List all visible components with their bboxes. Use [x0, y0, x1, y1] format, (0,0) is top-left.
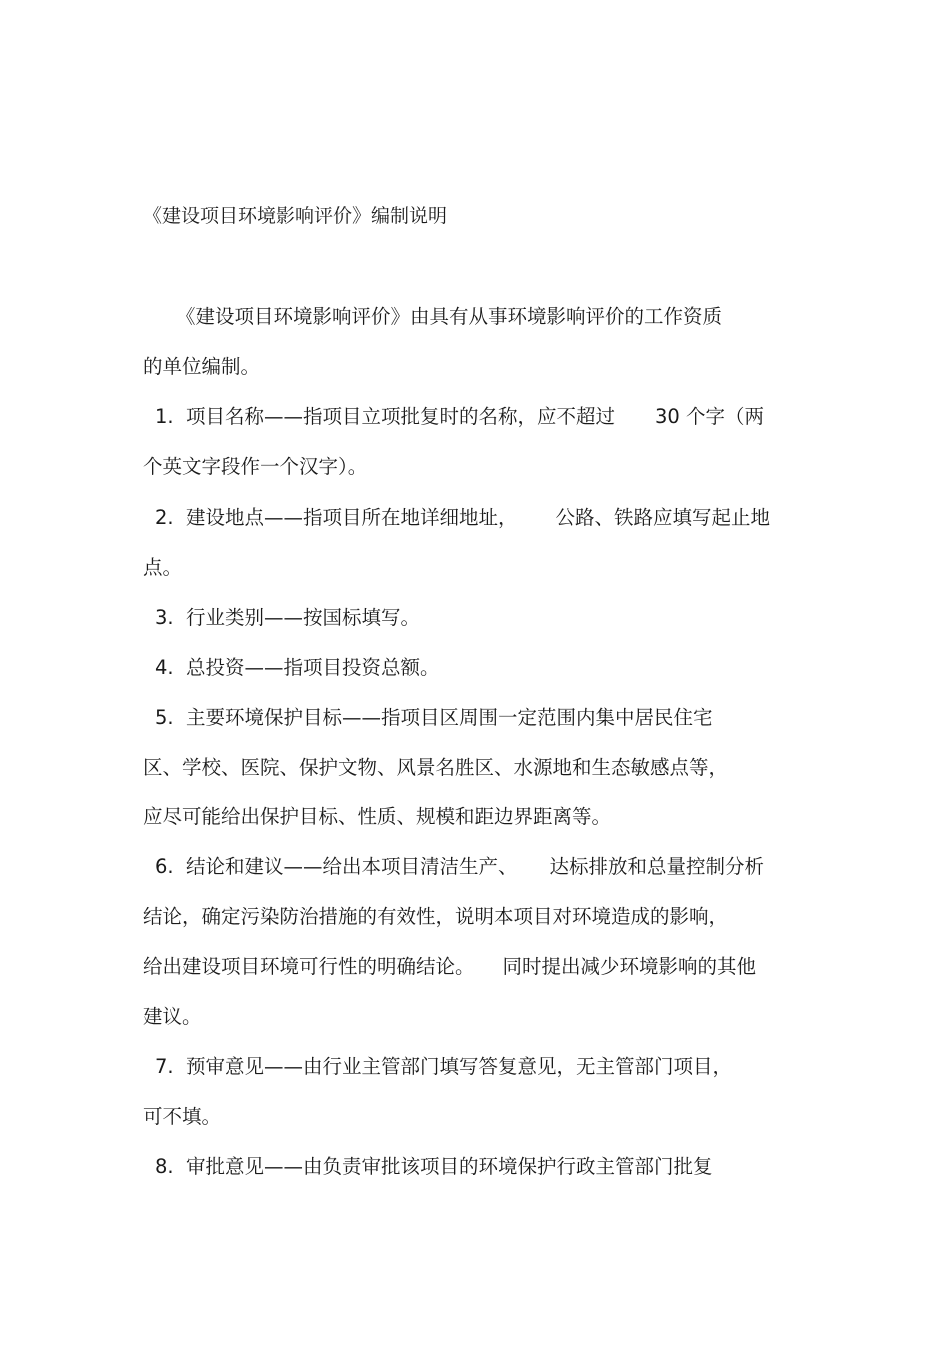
- item-text: 建议。: [143, 1005, 202, 1028]
- item-text: 行业类别——按国标填写。: [186, 606, 421, 629]
- item-text: 项目名称——指项目立项批复时的名称，应不超过: [186, 405, 616, 428]
- item-text: 应尽可能给出保护目标、性质、规模和距边界距离等。: [143, 805, 612, 828]
- document-title: 《建设项目环境影响评价》编制说明: [143, 205, 448, 227]
- item-text: 给出建设项目环境可行性的明确结论。: [143, 955, 475, 978]
- item-text: 结论，确定污染防治措施的有效性，说明本项目对环境造成的影响，: [143, 905, 729, 928]
- item-text: 审批意见——由负责审批该项目的环境保护行政主管部门批复: [186, 1155, 713, 1178]
- item-number: 8.: [155, 1155, 174, 1178]
- item-number: 4.: [155, 656, 174, 679]
- list-item: [143, 952, 756, 982]
- item-text: 公路、铁路应填写起止地: [555, 506, 771, 529]
- item-text: 结论和建议——给出本项目清洁生产、: [186, 855, 518, 878]
- item-text: 建设地点——指项目所在地详细地址，: [186, 506, 518, 529]
- item-number: 7.: [155, 1055, 174, 1078]
- item-text: 主要环境保护目标——指项目区周围一定范围内集中居民住宅: [186, 706, 713, 729]
- item-text: 预审意见——由行业主管部门填写答复意见，无主管部门项目，: [186, 1055, 733, 1078]
- item-text: 区、学校、医院、保护文物、风景名胜区、水源地和生态敏感点等，: [143, 756, 729, 779]
- list-item: [155, 603, 420, 633]
- intro-line: 的单位编制。: [143, 355, 261, 378]
- intro-line: 《建设项目环境影响评价》由具有从事环境影响评价的工作资质: [176, 305, 723, 328]
- item-text: 个英文字段作一个汉字）。: [143, 455, 368, 478]
- list-item: [155, 503, 770, 533]
- list-item: [155, 653, 440, 683]
- list-item: [155, 852, 764, 882]
- item-text: 总投资——指项目投资总额。: [186, 656, 440, 679]
- item-number: 1.: [155, 405, 174, 428]
- item-text: 可不填。: [143, 1105, 222, 1128]
- item-number: 3.: [155, 606, 174, 629]
- item-text: 同时提出减少环境影响的其他: [502, 955, 757, 978]
- list-item: [155, 402, 764, 432]
- list-item: [155, 1052, 732, 1082]
- list-item: [155, 703, 713, 733]
- item-number: 2.: [155, 506, 174, 529]
- item-text: 达标排放和总量控制分析: [549, 855, 765, 878]
- item-text: 30 个字（两: [655, 405, 765, 428]
- item-number: 6.: [155, 855, 174, 878]
- list-item: [155, 1152, 713, 1182]
- item-text: 点。: [143, 556, 183, 579]
- item-number: 5.: [155, 706, 174, 729]
